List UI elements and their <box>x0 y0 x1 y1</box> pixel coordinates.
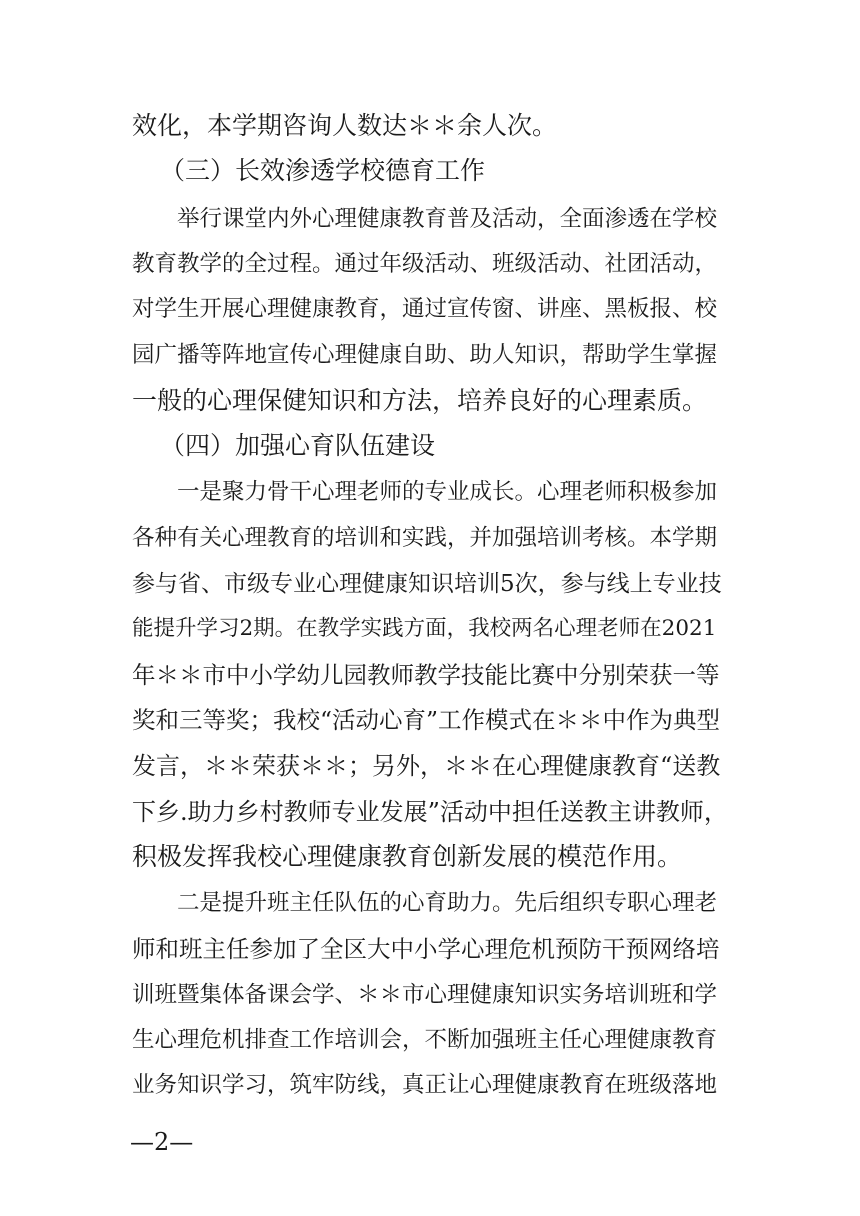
text-line <box>0 700 860 740</box>
heading-text: （四）加强心育队伍建设 <box>160 431 436 460</box>
text-line <box>0 929 860 969</box>
text-line <box>0 518 860 558</box>
line-text: 效化，本学期咨询人数达＊＊余人次。 <box>132 111 558 140</box>
line-text: 年＊＊市中小学幼儿园教师教学技能比赛中分别荣获一等 <box>132 661 720 689</box>
text-line <box>0 472 860 512</box>
text-line <box>0 1065 860 1105</box>
line-text: 下乡.助力乡村教师专业发展”活动中担任送教主讲教师， <box>132 798 728 826</box>
text-line <box>0 244 860 284</box>
section-heading <box>0 151 860 191</box>
text-line <box>0 1020 860 1060</box>
line-text: 对学生开展心理健康教育，通过宣传窗、讲座、黑板报、校 <box>132 296 718 322</box>
page-number: —2— <box>130 1128 194 1156</box>
line-text: 生心理危机排查工作培训会，不断加强班主任心理健康教育 <box>132 1027 718 1053</box>
line-text: 教育教学的全过程。通过年级活动、班级活动、社团活动， <box>132 251 718 277</box>
line-text: 园广播等阵地宣传心理健康自助、助人知识，帮助学生掌握 <box>132 342 718 368</box>
section-heading <box>0 426 860 466</box>
line-text: 业务知识学习，筑牢防线，真正让心理健康教育在班级落地 <box>132 1072 718 1098</box>
text-line <box>0 655 860 695</box>
line-text: 发言，＊＊荣获＊＊；另外，＊＊在心理健康教育“送教 <box>132 752 721 780</box>
text-line <box>0 975 860 1015</box>
text-line <box>0 199 860 239</box>
line-text: 一般的心理保健知识和方法，培养良好的心理素质。 <box>132 386 708 415</box>
line-text: 举行课堂内外心理健康教育普及活动，全面渗透在学校 <box>177 206 718 232</box>
text-line <box>0 837 860 877</box>
line-text: 各种有关心理教育的培训和实践，并加强培训考核。本学期 <box>132 525 718 551</box>
line-text: 师和班主任参加了全区大中小学心理危机预防干预网络培 <box>132 935 720 963</box>
line-text: 奖和三等奖；我校“活动心育”工作模式在＊＊中作为典型 <box>132 706 721 734</box>
text-line <box>0 564 860 604</box>
text-line <box>0 106 860 146</box>
text-line <box>0 289 860 329</box>
text-line <box>0 746 860 786</box>
line-text: 参与省、市级专业心理健康知识培训5次，参与线上专业技 <box>132 571 722 597</box>
text-line <box>0 381 860 421</box>
line-text: 训班暨集体备课会学、＊＊市心理健康知识实务培训班和学 <box>132 982 718 1008</box>
text-line <box>0 883 860 923</box>
line-text: 能提升学习2期。在教学实践方面，我校两名心理老师在2021 <box>132 616 717 641</box>
line-text: 积极发挥我校心理健康教育创新发展的模范作用。 <box>132 842 683 871</box>
text-line <box>0 609 860 649</box>
line-text: 二是提升班主任队伍的心育助力。先后组织专职心理老 <box>177 890 718 916</box>
line-text: 一是聚力骨干心理老师的专业成长。心理老师积极参加 <box>177 479 718 505</box>
heading-text: （三）长效渗透学校德育工作 <box>160 156 486 185</box>
text-line <box>0 335 860 375</box>
text-line <box>0 792 860 832</box>
